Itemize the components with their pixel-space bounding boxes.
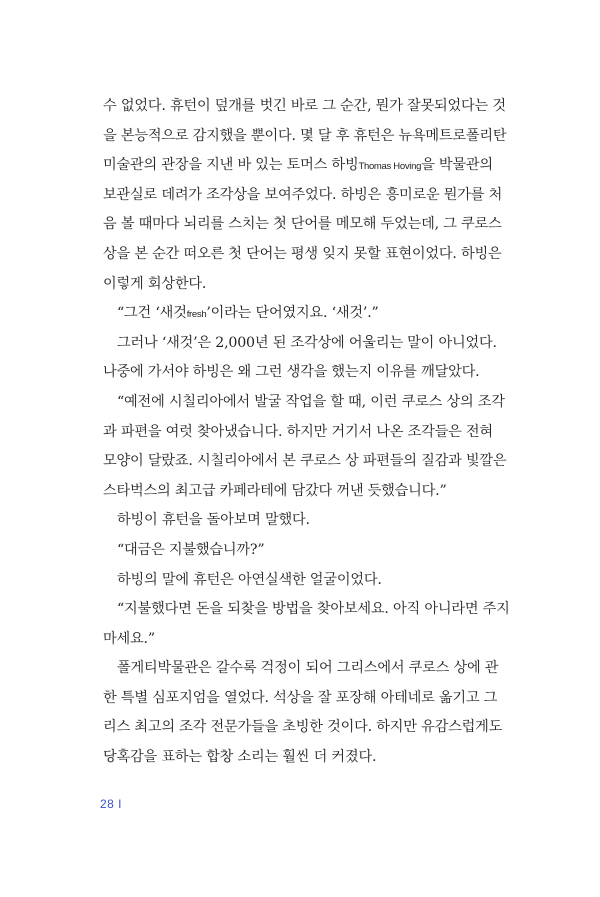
line-text: 음 볼 때마다 뇌리를 스치는 첫 단어를 메모해 두었는데, 그 쿠로스 bbox=[103, 216, 502, 233]
line-text: 스타벅스의 최고급 카페라테에 담갔다 꺼낸 듯했습니다.” bbox=[103, 482, 447, 499]
text-line bbox=[103, 270, 511, 300]
line-text: 당혹감을 표하는 합창 소리는 훨씬 더 커졌다. bbox=[103, 749, 377, 766]
line-text: 수 없었다. 휴턴이 덮개를 벗긴 바로 그 순간, 뭔가 잘못되었다는 것 bbox=[103, 98, 506, 114]
page-number: 28 I bbox=[100, 797, 123, 811]
text-line bbox=[103, 625, 511, 655]
english-gloss: fresh bbox=[186, 309, 207, 321]
text-line bbox=[103, 151, 511, 181]
line-text: 리스 최고의 조각 전문가들을 초빙한 것이다. 하지만 유감스럽게도 bbox=[103, 719, 503, 736]
body-text bbox=[103, 92, 511, 773]
text-line bbox=[103, 595, 511, 625]
text-line bbox=[103, 240, 511, 270]
text-line bbox=[103, 388, 511, 418]
line-text: 상을 본 순간 떠오른 첫 단어는 평생 잊지 못할 표현이었다. 하빙은 bbox=[103, 245, 502, 262]
text-line bbox=[103, 329, 511, 359]
text-line bbox=[103, 566, 511, 596]
text-line bbox=[103, 447, 511, 477]
line-text: 하빙이 휴턴을 돌아보며 말했다. bbox=[117, 512, 310, 529]
text-line bbox=[103, 210, 511, 240]
line-text: 을 본능적으로 감지했을 뿐이다. 몇 달 후 휴턴은 뉴욕메트로폴리탄 bbox=[103, 127, 507, 144]
line-text: 과 파편을 여럿 찾아냈습니다. 하지만 거기서 나온 조각들은 전혀 bbox=[103, 423, 493, 440]
line-text: 나중에 가서야 하빙은 왜 그런 생각을 했는지 이유를 깨달았다. bbox=[103, 364, 480, 381]
line-text: 마세요.” bbox=[103, 630, 155, 647]
line-text-before: 미술관의 관장을 지낸 바 있는 토머스 하빙 bbox=[103, 157, 359, 174]
line-text: 하빙의 말에 휴턴은 아연실색한 얼굴이었다. bbox=[117, 571, 382, 588]
text-line bbox=[103, 299, 511, 329]
text-line bbox=[103, 122, 511, 152]
line-text: 한 특별 심포지엄을 열었다. 석상을 잘 포장해 아테네로 옮기고 그 bbox=[103, 689, 498, 706]
line-text: “지불했다면 돈을 되찾을 방법을 찾아보세요. 아직 아니라면 주지 bbox=[117, 601, 510, 618]
line-text: 폴게티박물관은 갈수록 걱정이 되어 그리스에서 쿠로스 상에 관 bbox=[117, 660, 499, 677]
text-line bbox=[103, 506, 511, 536]
text-line bbox=[103, 181, 511, 211]
line-text-after: ’이라는 단어였지요. ‘새것’.” bbox=[206, 305, 379, 322]
line-text: 모양이 달랐죠. 시칠리아에서 본 쿠로스 상 파편들의 질감과 빛깔은 bbox=[103, 453, 507, 470]
text-line bbox=[103, 358, 511, 388]
line-text-after: 을 박물관의 bbox=[421, 157, 493, 174]
text-line bbox=[103, 477, 511, 507]
text-line bbox=[103, 743, 511, 773]
line-text-before: “그건 ‘새것 bbox=[117, 305, 187, 322]
text-line bbox=[103, 418, 511, 448]
text-line bbox=[103, 713, 511, 743]
line-text: 이렇게 회상한다. bbox=[103, 275, 207, 292]
line-text: 그러나 ‘새것’은 2,000년 된 조각상에 어울리는 말이 아니었다. bbox=[117, 334, 497, 351]
text-line bbox=[103, 684, 511, 714]
line-text: 보관실로 데려가 조각상을 보여주었다. 하빙은 흥미로운 뭔가를 처 bbox=[103, 186, 503, 203]
text-line bbox=[103, 536, 511, 566]
text-line bbox=[103, 92, 511, 122]
line-text: “대금은 지불했습니까?” bbox=[117, 541, 265, 558]
english-gloss: Thomas Hoving bbox=[358, 161, 422, 173]
text-line bbox=[103, 654, 511, 684]
line-text: “예전에 시칠리아에서 발굴 작업을 할 때, 이런 쿠로스 상의 조각 bbox=[117, 393, 505, 410]
